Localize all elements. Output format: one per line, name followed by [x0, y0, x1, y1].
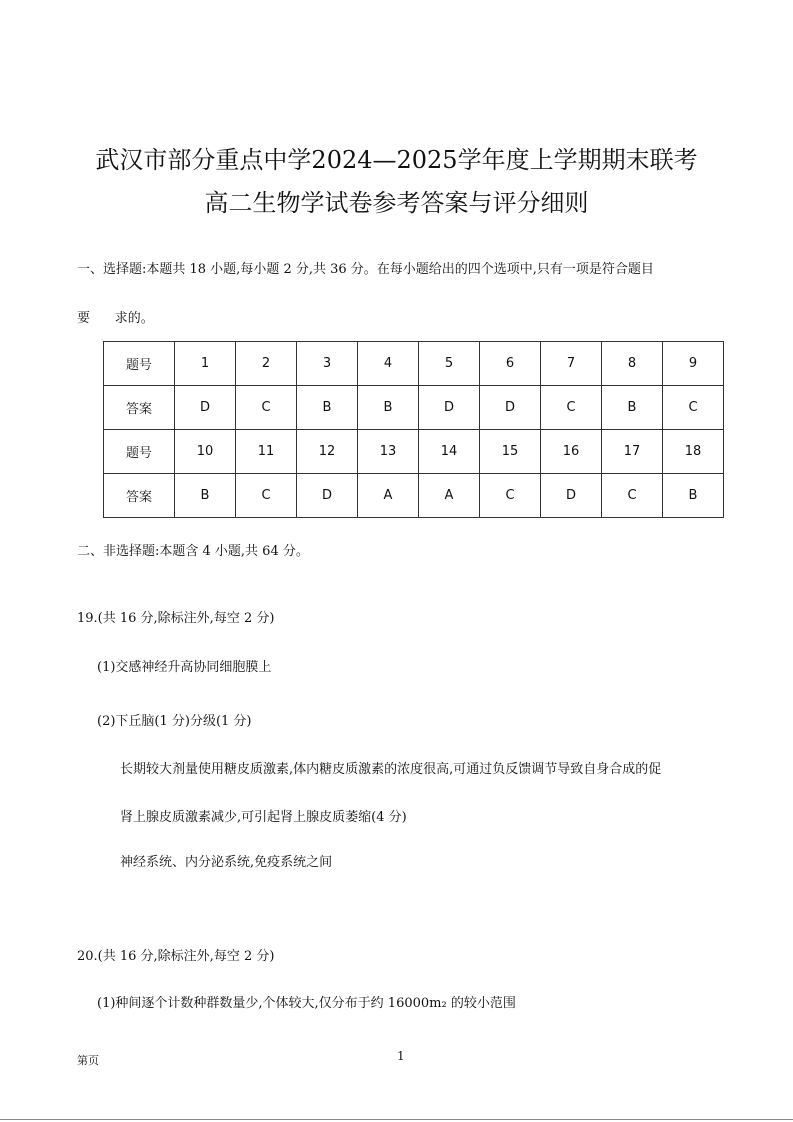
page-bottom-border — [0, 1119, 793, 1120]
table-cell: 17 — [602, 430, 663, 474]
table-cell: C — [663, 386, 724, 430]
row-label: 答案 — [104, 386, 175, 430]
table-cell: D — [175, 386, 236, 430]
section1-instructions-cont: 要 求的。 — [77, 311, 154, 326]
table-cell: B — [297, 386, 358, 430]
table-cell: 12 — [297, 430, 358, 474]
table-cell: C — [236, 386, 297, 430]
q19-answer-2: (2)下丘脑(1 分)分级(1 分) — [97, 714, 252, 729]
table-cell: 10 — [175, 430, 236, 474]
q20-header: 20.(共 16 分,除标注外,每空 2 分) — [77, 949, 275, 964]
table-cell: D — [541, 474, 602, 518]
table-cell: B — [602, 386, 663, 430]
q19-answer-1: (1)交感神经升高协同细胞膜上 — [97, 660, 272, 675]
title-line-2: 高二生物学试卷参考答案与评分细则 — [204, 189, 589, 217]
table-cell: C — [480, 474, 541, 518]
table-cell: A — [358, 474, 419, 518]
q19-answer-2-text: 长期较大剂量使用糖皮质激素,体内糖皮质激素的浓度很高,可通过负反馈调节导致自身合成的促 — [120, 762, 662, 777]
table-cell: 15 — [480, 430, 541, 474]
row-label: 答案 — [104, 474, 175, 518]
answer-table — [103, 341, 724, 518]
table-cell: A — [419, 474, 480, 518]
table-cell: B — [663, 474, 724, 518]
table-cell: 6 — [480, 342, 541, 386]
table-cell: 5 — [419, 342, 480, 386]
footer-left: 第页 — [77, 1054, 99, 1067]
table-cell: C — [236, 474, 297, 518]
table-cell: 14 — [419, 430, 480, 474]
table-cell: 8 — [602, 342, 663, 386]
page-number: 1 — [397, 1049, 405, 1063]
table-cell: C — [541, 386, 602, 430]
table-cell: 11 — [236, 430, 297, 474]
q19-answer-2-text-cont: 肾上腺皮质激素减少,可引起肾上腺皮质萎缩(4 分) — [120, 810, 407, 825]
table-cell: 13 — [358, 430, 419, 474]
q19-header: 19.(共 16 分,除标注外,每空 2 分) — [77, 611, 275, 626]
table-cell: 18 — [663, 430, 724, 474]
table-cell: 9 — [663, 342, 724, 386]
table-cell: B — [358, 386, 419, 430]
row-label: 题号 — [104, 342, 175, 386]
table-row — [104, 342, 724, 386]
table-cell: D — [480, 386, 541, 430]
row-label: 题号 — [104, 430, 175, 474]
table-row — [104, 430, 724, 474]
table-row — [104, 386, 724, 430]
table-cell: 2 — [236, 342, 297, 386]
table-cell: 3 — [297, 342, 358, 386]
table-cell: 1 — [175, 342, 236, 386]
table-cell: C — [602, 474, 663, 518]
section1-instructions: 一、选择题:本题共 18 小题,每小题 2 分,共 36 分。在每小题给出的四个选项中,只有一项是符合题目 — [77, 262, 654, 277]
section2-instructions: 二、非选择题:本题含 4 小题,共 64 分。 — [77, 544, 309, 559]
q20-answer-1: (1)种间逐个计数种群数量少,个体较大,仅分布于约 16000m₂ 的较小范围 — [97, 996, 516, 1011]
table-cell: 16 — [541, 430, 602, 474]
table-cell: B — [175, 474, 236, 518]
table-cell: D — [297, 474, 358, 518]
table-cell: 7 — [541, 342, 602, 386]
title-line-1: 武汉市部分重点中学2024—2025学年度上学期期末联考 — [95, 146, 698, 174]
table-cell: 4 — [358, 342, 419, 386]
table-row — [104, 474, 724, 518]
q19-answer-3: 神经系统、内分泌系统,免疫系统之间 — [120, 855, 333, 870]
table-cell: D — [419, 386, 480, 430]
